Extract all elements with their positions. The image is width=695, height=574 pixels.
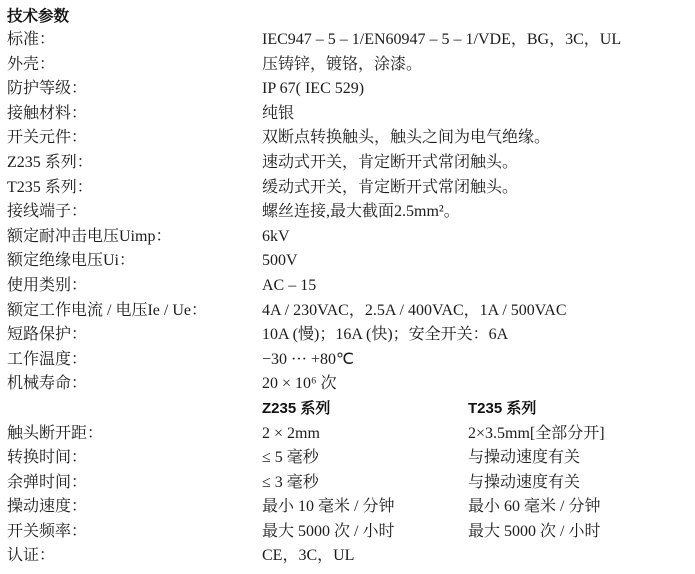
spec-row-terminals bbox=[7, 200, 695, 225]
spec-row-z235-series bbox=[7, 151, 695, 176]
series-label: 触头断开距： bbox=[7, 424, 104, 442]
series-label: 转换时间： bbox=[7, 449, 88, 467]
spec-label: 接线端子： bbox=[7, 203, 88, 221]
series-value-z235: ≤ 3 毫秒 bbox=[262, 473, 319, 491]
series-value-t235: 最大 5000 次 / 小时 bbox=[468, 522, 601, 540]
column-header-t235: T235 系列 bbox=[468, 399, 537, 417]
spec-value: 双断点转换触头，触头之间为电气绝缘。 bbox=[262, 129, 551, 147]
spec-row-t235-series bbox=[7, 176, 695, 201]
spec-label: 外壳： bbox=[7, 55, 56, 73]
spec-label: 额定耐冲击电压Uimp： bbox=[7, 227, 172, 245]
spec-row-insulation-voltage bbox=[7, 249, 695, 274]
series-row-bounce-time bbox=[7, 471, 695, 496]
spec-label: 机械寿命： bbox=[7, 375, 88, 393]
spec-label: 防护等级： bbox=[7, 80, 88, 98]
series-value-t235: 最小 60 毫米 / 分钟 bbox=[468, 498, 601, 516]
series-label: 开关频率： bbox=[7, 522, 88, 540]
series-value-z235: 最小 10 毫米 / 分钟 bbox=[262, 498, 395, 516]
series-label: 操动速度： bbox=[7, 498, 88, 516]
series-row-changeover-time bbox=[7, 446, 695, 471]
spec-value: 纯银 bbox=[262, 104, 295, 122]
column-header-z235: Z235 系列 bbox=[262, 399, 331, 417]
spec-value: 10A (慢)；16A (快)；安全开关：6A bbox=[262, 326, 509, 344]
series-row-contact-gap bbox=[7, 422, 695, 447]
series-value-z235: CE，3C，UL bbox=[262, 547, 355, 565]
series-value-t235: 与操动速度有关 bbox=[468, 473, 581, 491]
spec-label: 工作温度： bbox=[7, 350, 88, 368]
spec-value: −30 ··· +80℃ bbox=[262, 350, 354, 368]
spec-label: 接触材料： bbox=[7, 104, 88, 122]
spec-value: IEC947 – 5 – 1/EN60947 – 5 – 1/VDE，BG，3C，UL bbox=[262, 31, 622, 48]
spec-value: 压铸锌，镀铬，涂漆。 bbox=[262, 55, 423, 73]
spec-label: Z235 系列： bbox=[7, 153, 93, 171]
series-row-certification bbox=[7, 544, 695, 569]
spec-label: 额定绝缘电压Ui： bbox=[7, 252, 136, 270]
spec-label: 开关元件： bbox=[7, 129, 88, 147]
spec-value: 螺丝连接,最大截面2.5mm²。 bbox=[262, 203, 460, 221]
spec-value: 6kV bbox=[262, 227, 290, 245]
series-row-actuation-speed bbox=[7, 495, 695, 520]
spec-label: 使用类别： bbox=[7, 276, 88, 294]
spec-row-standard bbox=[7, 28, 695, 53]
spec-value: AC – 15 bbox=[262, 276, 317, 294]
series-value-z235: 最大 5000 次 / 小时 bbox=[262, 522, 395, 540]
spec-row-contact-material bbox=[7, 102, 695, 127]
spec-row-rated-current-voltage bbox=[7, 299, 695, 324]
spec-value: 缓动式开关，肯定断开式常闭触头。 bbox=[262, 178, 519, 196]
series-label: 余弹时间： bbox=[7, 473, 88, 491]
page-title: 技术参数 bbox=[7, 8, 70, 25]
series-header-row bbox=[7, 397, 695, 422]
spec-label: 短路保护： bbox=[7, 326, 88, 344]
spec-label: T235 系列： bbox=[7, 178, 93, 196]
series-value-z235: 2 × 2mm bbox=[262, 424, 320, 442]
spec-value: IP 67( IEC 529) bbox=[262, 80, 365, 98]
series-row-switching-frequency bbox=[7, 520, 695, 545]
spec-row-impulse-voltage bbox=[7, 225, 695, 250]
spec-row-operating-temperature bbox=[7, 348, 695, 373]
spec-row-short-circuit-protection bbox=[7, 323, 695, 348]
spec-value: 4A / 230VAC，2.5A / 400VAC，1A / 500VAC bbox=[262, 301, 567, 319]
series-value-t235: 与操动速度有关 bbox=[468, 449, 581, 467]
spec-label: 额定工作电流 / 电压Ie / Ue： bbox=[7, 301, 207, 319]
spec-value: 500V bbox=[262, 252, 298, 270]
spec-row-switch-element bbox=[7, 126, 695, 151]
series-value-z235: ≤ 5 毫秒 bbox=[262, 449, 319, 467]
series-value-t235: 2×3.5mm[全部分开] bbox=[468, 424, 605, 442]
spec-row-protection-class bbox=[7, 77, 695, 102]
spec-row-mechanical-life bbox=[7, 372, 695, 397]
spec-row-housing bbox=[7, 53, 695, 78]
series-label: 认证： bbox=[7, 547, 56, 565]
spec-value: 20 × 10⁶ 次 bbox=[262, 375, 337, 393]
spec-label: 标准： bbox=[7, 31, 56, 48]
spec-value: 速动式开关，肯定断开式常闭触头。 bbox=[262, 153, 519, 171]
spec-row-utilization-category bbox=[7, 274, 695, 299]
